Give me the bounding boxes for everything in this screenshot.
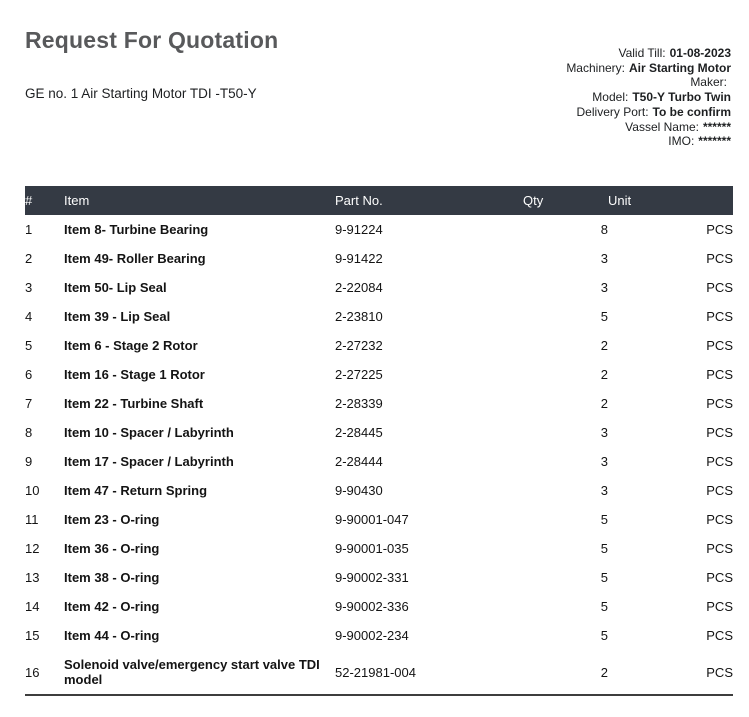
cell-item: Item 23 - O-ring (64, 512, 160, 527)
meta-line (566, 134, 731, 149)
cell-no: 12 (25, 541, 40, 556)
cell-part: 52-21981-004 (335, 664, 416, 680)
meta-line (566, 61, 731, 76)
cell-no: 16 (25, 664, 40, 680)
column-header-unit: Unit (608, 186, 733, 215)
cell-part: 9-91422 (335, 251, 383, 266)
cell-unit: PCS (706, 454, 733, 469)
cell-unit: PCS (706, 570, 733, 585)
table-row (25, 534, 733, 563)
table-row (25, 389, 733, 418)
table-row (25, 273, 733, 302)
cell-item: Item 42 - O-ring (64, 599, 160, 614)
cell-item: Item 44 - O-ring (64, 628, 160, 643)
meta-line (566, 46, 731, 61)
cell-unit: PCS (706, 251, 733, 266)
document-subtitle: GE no. 1 Air Starting Motor TDI -T50-Y (25, 86, 257, 101)
table-row (25, 650, 733, 695)
cell-part: 9-90002-331 (335, 570, 409, 585)
column-header-number: # (25, 186, 64, 215)
quotation-meta (566, 46, 731, 149)
cell-unit: PCS (706, 425, 733, 440)
cell-part: 2-28339 (335, 396, 383, 411)
meta-label: IMO: (668, 134, 695, 149)
cell-qty: 8 (600, 222, 608, 237)
items-table-header (25, 186, 733, 215)
cell-no: 7 (25, 396, 33, 411)
meta-label: Maker: (690, 75, 727, 90)
cell-part: 9-90002-336 (335, 599, 409, 614)
cell-qty: 5 (600, 570, 608, 585)
table-row (25, 360, 733, 389)
cell-no: 2 (25, 251, 33, 266)
cell-item: Item 16 - Stage 1 Rotor (64, 367, 205, 382)
cell-qty: 3 (600, 454, 608, 469)
cell-qty: 3 (600, 425, 608, 440)
cell-part: 9-90001-047 (335, 512, 409, 527)
cell-no: 15 (25, 628, 40, 643)
cell-item: Item 38 - O-ring (64, 570, 160, 585)
cell-item: Item 6 - Stage 2 Rotor (64, 338, 198, 353)
cell-no: 1 (25, 222, 33, 237)
cell-part: 2-27232 (335, 338, 383, 353)
items-table (25, 186, 733, 696)
column-header-item: Item (64, 186, 335, 215)
meta-label: Model: (592, 90, 629, 105)
table-row (25, 563, 733, 592)
cell-item: Item 8- Turbine Bearing (64, 222, 209, 237)
cell-unit: PCS (706, 599, 733, 614)
cell-qty: 5 (600, 512, 608, 527)
meta-value: ****** (702, 119, 731, 134)
cell-unit: PCS (706, 367, 733, 382)
cell-part: 2-27225 (335, 367, 383, 382)
cell-part: 9-90002-234 (335, 628, 409, 643)
cell-no: 3 (25, 280, 33, 295)
cell-part: 2-22084 (335, 280, 383, 295)
table-row (25, 447, 733, 476)
items-table-container (25, 186, 733, 696)
cell-qty: 2 (600, 396, 608, 411)
cell-unit: PCS (706, 664, 733, 680)
meta-label: Valid Till: (618, 46, 666, 60)
cell-unit: PCS (706, 628, 733, 643)
column-header-qty: Qty (523, 186, 608, 215)
cell-item: Item 36 - O-ring (64, 541, 160, 556)
cell-item: Item 47 - Return Spring (64, 483, 208, 498)
meta-value: To be confirm (652, 104, 731, 119)
table-row (25, 244, 733, 273)
cell-item: Item 22 - Turbine Shaft (64, 396, 204, 411)
cell-qty: 2 (600, 664, 608, 680)
table-row (25, 418, 733, 447)
cell-unit: PCS (706, 280, 733, 295)
cell-unit: PCS (706, 541, 733, 556)
page-title: Request For Quotation (25, 27, 279, 53)
cell-part: 9-90001-035 (335, 541, 409, 556)
cell-unit: PCS (706, 222, 733, 237)
cell-item: Item 50- Lip Seal (64, 280, 167, 295)
cell-item: Item 49- Roller Bearing (64, 251, 206, 266)
cell-no: 5 (25, 338, 33, 353)
cell-no: 6 (25, 367, 33, 382)
cell-qty: 3 (600, 280, 608, 295)
cell-no: 14 (25, 599, 40, 614)
cell-item: Solenoid valve/emergency start valve TDI model (64, 657, 320, 687)
cell-unit: PCS (706, 396, 733, 411)
cell-item: Item 17 - Spacer / Labyrinth (64, 454, 234, 469)
cell-part: 9-91224 (335, 222, 383, 237)
table-row (25, 621, 733, 650)
cell-qty: 5 (600, 628, 608, 643)
cell-qty: 5 (600, 541, 608, 556)
cell-item: Item 39 - Lip Seal (64, 309, 171, 324)
cell-part: 2-23810 (335, 309, 383, 324)
table-row (25, 476, 733, 505)
cell-qty: 2 (600, 338, 608, 353)
cell-unit: PCS (706, 338, 733, 353)
meta-value: T50-Y Turbo Twin (632, 90, 731, 105)
table-row (25, 331, 733, 360)
cell-part: 2-28444 (335, 454, 383, 469)
cell-qty: 3 (600, 483, 608, 498)
meta-line (566, 90, 731, 105)
meta-label: Delivery Port: (576, 104, 649, 119)
cell-unit: PCS (706, 483, 733, 498)
meta-line (566, 105, 731, 120)
cell-item: Item 10 - Spacer / Labyrinth (64, 425, 234, 440)
meta-value: 01-08-2023 (669, 46, 731, 60)
cell-no: 13 (25, 570, 40, 585)
items-table-body (25, 215, 733, 695)
table-row (25, 302, 733, 331)
cell-unit: PCS (706, 512, 733, 527)
cell-no: 4 (25, 309, 33, 324)
meta-line (566, 75, 731, 90)
table-row (25, 592, 733, 621)
meta-label: Machinery: (566, 60, 625, 75)
meta-label: Vassel Name: (625, 119, 699, 134)
cell-unit: PCS (706, 309, 733, 324)
cell-qty: 3 (600, 251, 608, 266)
meta-value: Air Starting Motor (629, 60, 731, 75)
cell-part: 2-28445 (335, 425, 383, 440)
cell-qty: 5 (600, 309, 608, 324)
meta-line (566, 120, 731, 135)
cell-qty: 5 (600, 599, 608, 614)
column-header-part-no: Part No. (335, 186, 523, 215)
table-row (25, 215, 733, 244)
cell-no: 10 (25, 483, 40, 498)
cell-part: 9-90430 (335, 483, 383, 498)
table-row (25, 505, 733, 534)
cell-no: 8 (25, 425, 33, 440)
cell-no: 11 (25, 512, 39, 527)
cell-no: 9 (25, 454, 33, 469)
cell-qty: 2 (600, 367, 608, 382)
meta-value: ******* (698, 134, 731, 149)
